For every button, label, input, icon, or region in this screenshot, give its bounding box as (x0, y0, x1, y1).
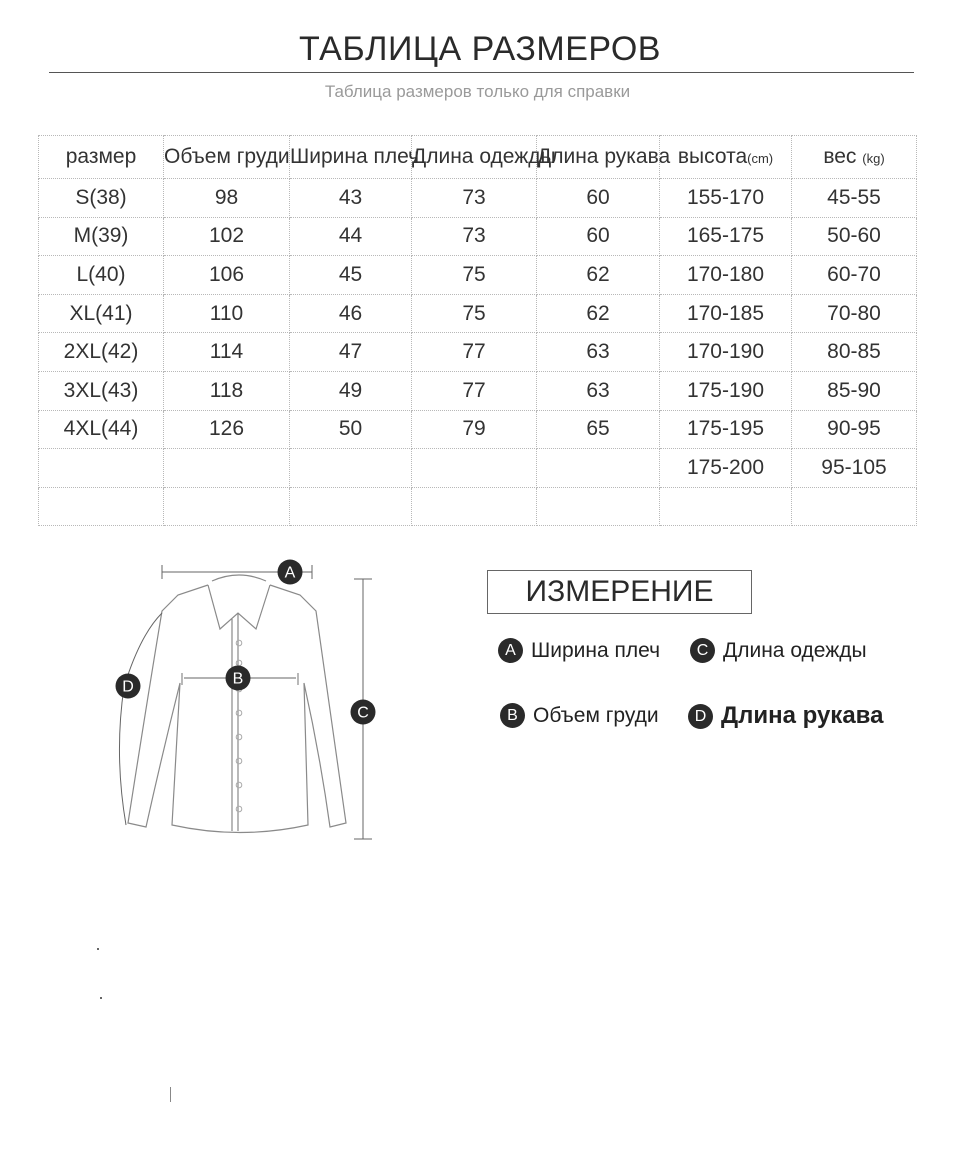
stray-dot (100, 997, 102, 999)
cell-size: 3XL(43) (39, 371, 164, 410)
cell-shoulder: 49 (290, 371, 412, 410)
header-weight (792, 136, 917, 179)
cell-height: 170-180 (660, 256, 792, 295)
cell-chest: 98 (164, 179, 290, 218)
cell-height: 175-195 (660, 410, 792, 449)
header-height-unit: (cm) (747, 151, 774, 166)
cell-shoulder: 50 (290, 410, 412, 449)
table-row (39, 217, 917, 256)
cell-sleeve: 63 (537, 371, 660, 410)
cell-weight: 90-95 (792, 410, 917, 449)
marker-c-label: C (357, 704, 369, 722)
page-subtitle: Таблица размеров только для справки (324, 82, 631, 101)
cell-weight: 70-80 (792, 294, 917, 333)
cell-height: 170-185 (660, 294, 792, 333)
marker-a (278, 560, 303, 585)
cell-shoulder (290, 487, 412, 526)
table-row (39, 487, 917, 526)
stray-dot (97, 948, 99, 950)
cell-size: 4XL(44) (39, 410, 164, 449)
cell-length: 75 (412, 256, 537, 295)
legend-c-label: Длина одежды (723, 638, 867, 662)
cell-shoulder: 43 (290, 179, 412, 218)
legend-item-c (690, 638, 867, 663)
cell-chest (164, 487, 290, 526)
cell-weight: 60-70 (792, 256, 917, 295)
table-row (39, 333, 917, 372)
cell-length: 79 (412, 410, 537, 449)
cell-size: L(40) (39, 256, 164, 295)
header-weight-unit: (kg) (862, 151, 885, 166)
cell-shoulder (290, 449, 412, 488)
title-divider (49, 72, 914, 73)
marker-d (116, 674, 141, 699)
legend-b-label: Объем груди (533, 703, 659, 727)
cell-chest: 102 (164, 217, 290, 256)
header-size: размер (39, 136, 164, 179)
legend-c-badge: C (690, 638, 715, 663)
stray-tick (170, 1087, 171, 1102)
legend-d-badge: D (688, 704, 713, 729)
cell-height: 165-175 (660, 217, 792, 256)
cell-shoulder: 44 (290, 217, 412, 256)
legend-item-d (688, 702, 883, 730)
page-title: ТАБЛИЦА РАЗМЕРОВ (299, 30, 661, 68)
measure-lines (119, 565, 372, 839)
header-length: Длина одежды (412, 136, 537, 179)
cell-sleeve: 62 (537, 256, 660, 295)
cell-sleeve: 63 (537, 333, 660, 372)
cell-weight (792, 487, 917, 526)
header-chest: Объем груди (164, 136, 290, 179)
cell-size: 2XL(42) (39, 333, 164, 372)
cell-weight: 45-55 (792, 179, 917, 218)
header-weight-label: вес (823, 145, 857, 168)
cell-sleeve: 62 (537, 294, 660, 333)
cell-sleeve (537, 487, 660, 526)
cell-size: XL(41) (39, 294, 164, 333)
header-shoulder: Ширина плеч (290, 136, 412, 179)
legend-b-badge: B (500, 703, 525, 728)
cell-chest: 114 (164, 333, 290, 372)
cell-chest (164, 449, 290, 488)
table-row (39, 449, 917, 488)
cell-height: 170-190 (660, 333, 792, 372)
cell-size (39, 449, 164, 488)
cell-chest: 110 (164, 294, 290, 333)
cell-chest: 126 (164, 410, 290, 449)
cell-weight: 50-60 (792, 217, 917, 256)
table-row (39, 410, 917, 449)
table-row (39, 179, 917, 218)
cell-shoulder: 45 (290, 256, 412, 295)
table-row (39, 371, 917, 410)
cell-sleeve (537, 449, 660, 488)
legend-item-b (500, 703, 659, 728)
header-sleeve: Длина рукава (537, 136, 660, 179)
marker-b (226, 666, 251, 691)
header-height-label: высота (677, 145, 748, 168)
cell-height: 175-200 (660, 449, 792, 488)
marker-b-label: B (232, 670, 244, 688)
cell-sleeve: 60 (537, 179, 660, 218)
cell-shoulder: 47 (290, 333, 412, 372)
marker-a-label: A (284, 564, 296, 582)
cell-size: M(39) (39, 217, 164, 256)
cell-weight: 80-85 (792, 333, 917, 372)
cell-height: 175-190 (660, 371, 792, 410)
cell-length: 73 (412, 179, 537, 218)
legend-d-label: Длина рукава (721, 702, 884, 729)
measurement-title: ИЗМЕРЕНИЕ (487, 570, 752, 614)
marker-d-label: D (122, 678, 134, 696)
cell-weight: 95-105 (792, 449, 917, 488)
cell-height (660, 487, 792, 526)
table-row (39, 294, 917, 333)
cell-height: 155-170 (660, 179, 792, 218)
header-height (660, 136, 792, 179)
cell-length: 75 (412, 294, 537, 333)
cell-weight: 85-90 (792, 371, 917, 410)
cell-sleeve: 60 (537, 217, 660, 256)
cell-size (39, 487, 164, 526)
legend-a-badge: A (498, 638, 523, 663)
legend-a-label: Ширина плеч (531, 638, 661, 662)
cell-length (412, 449, 537, 488)
legend-item-a (498, 638, 660, 663)
cell-length: 77 (412, 333, 537, 372)
cell-chest: 106 (164, 256, 290, 295)
cell-chest: 118 (164, 371, 290, 410)
cell-sleeve: 65 (537, 410, 660, 449)
cell-length (412, 487, 537, 526)
cell-shoulder: 46 (290, 294, 412, 333)
cell-size: S(38) (39, 179, 164, 218)
shirt-diagram (100, 555, 390, 850)
size-chart-table (38, 135, 917, 526)
cell-length: 77 (412, 371, 537, 410)
table-row (39, 256, 917, 295)
cell-length: 73 (412, 217, 537, 256)
marker-c (351, 700, 376, 725)
table-header-row (39, 136, 917, 179)
